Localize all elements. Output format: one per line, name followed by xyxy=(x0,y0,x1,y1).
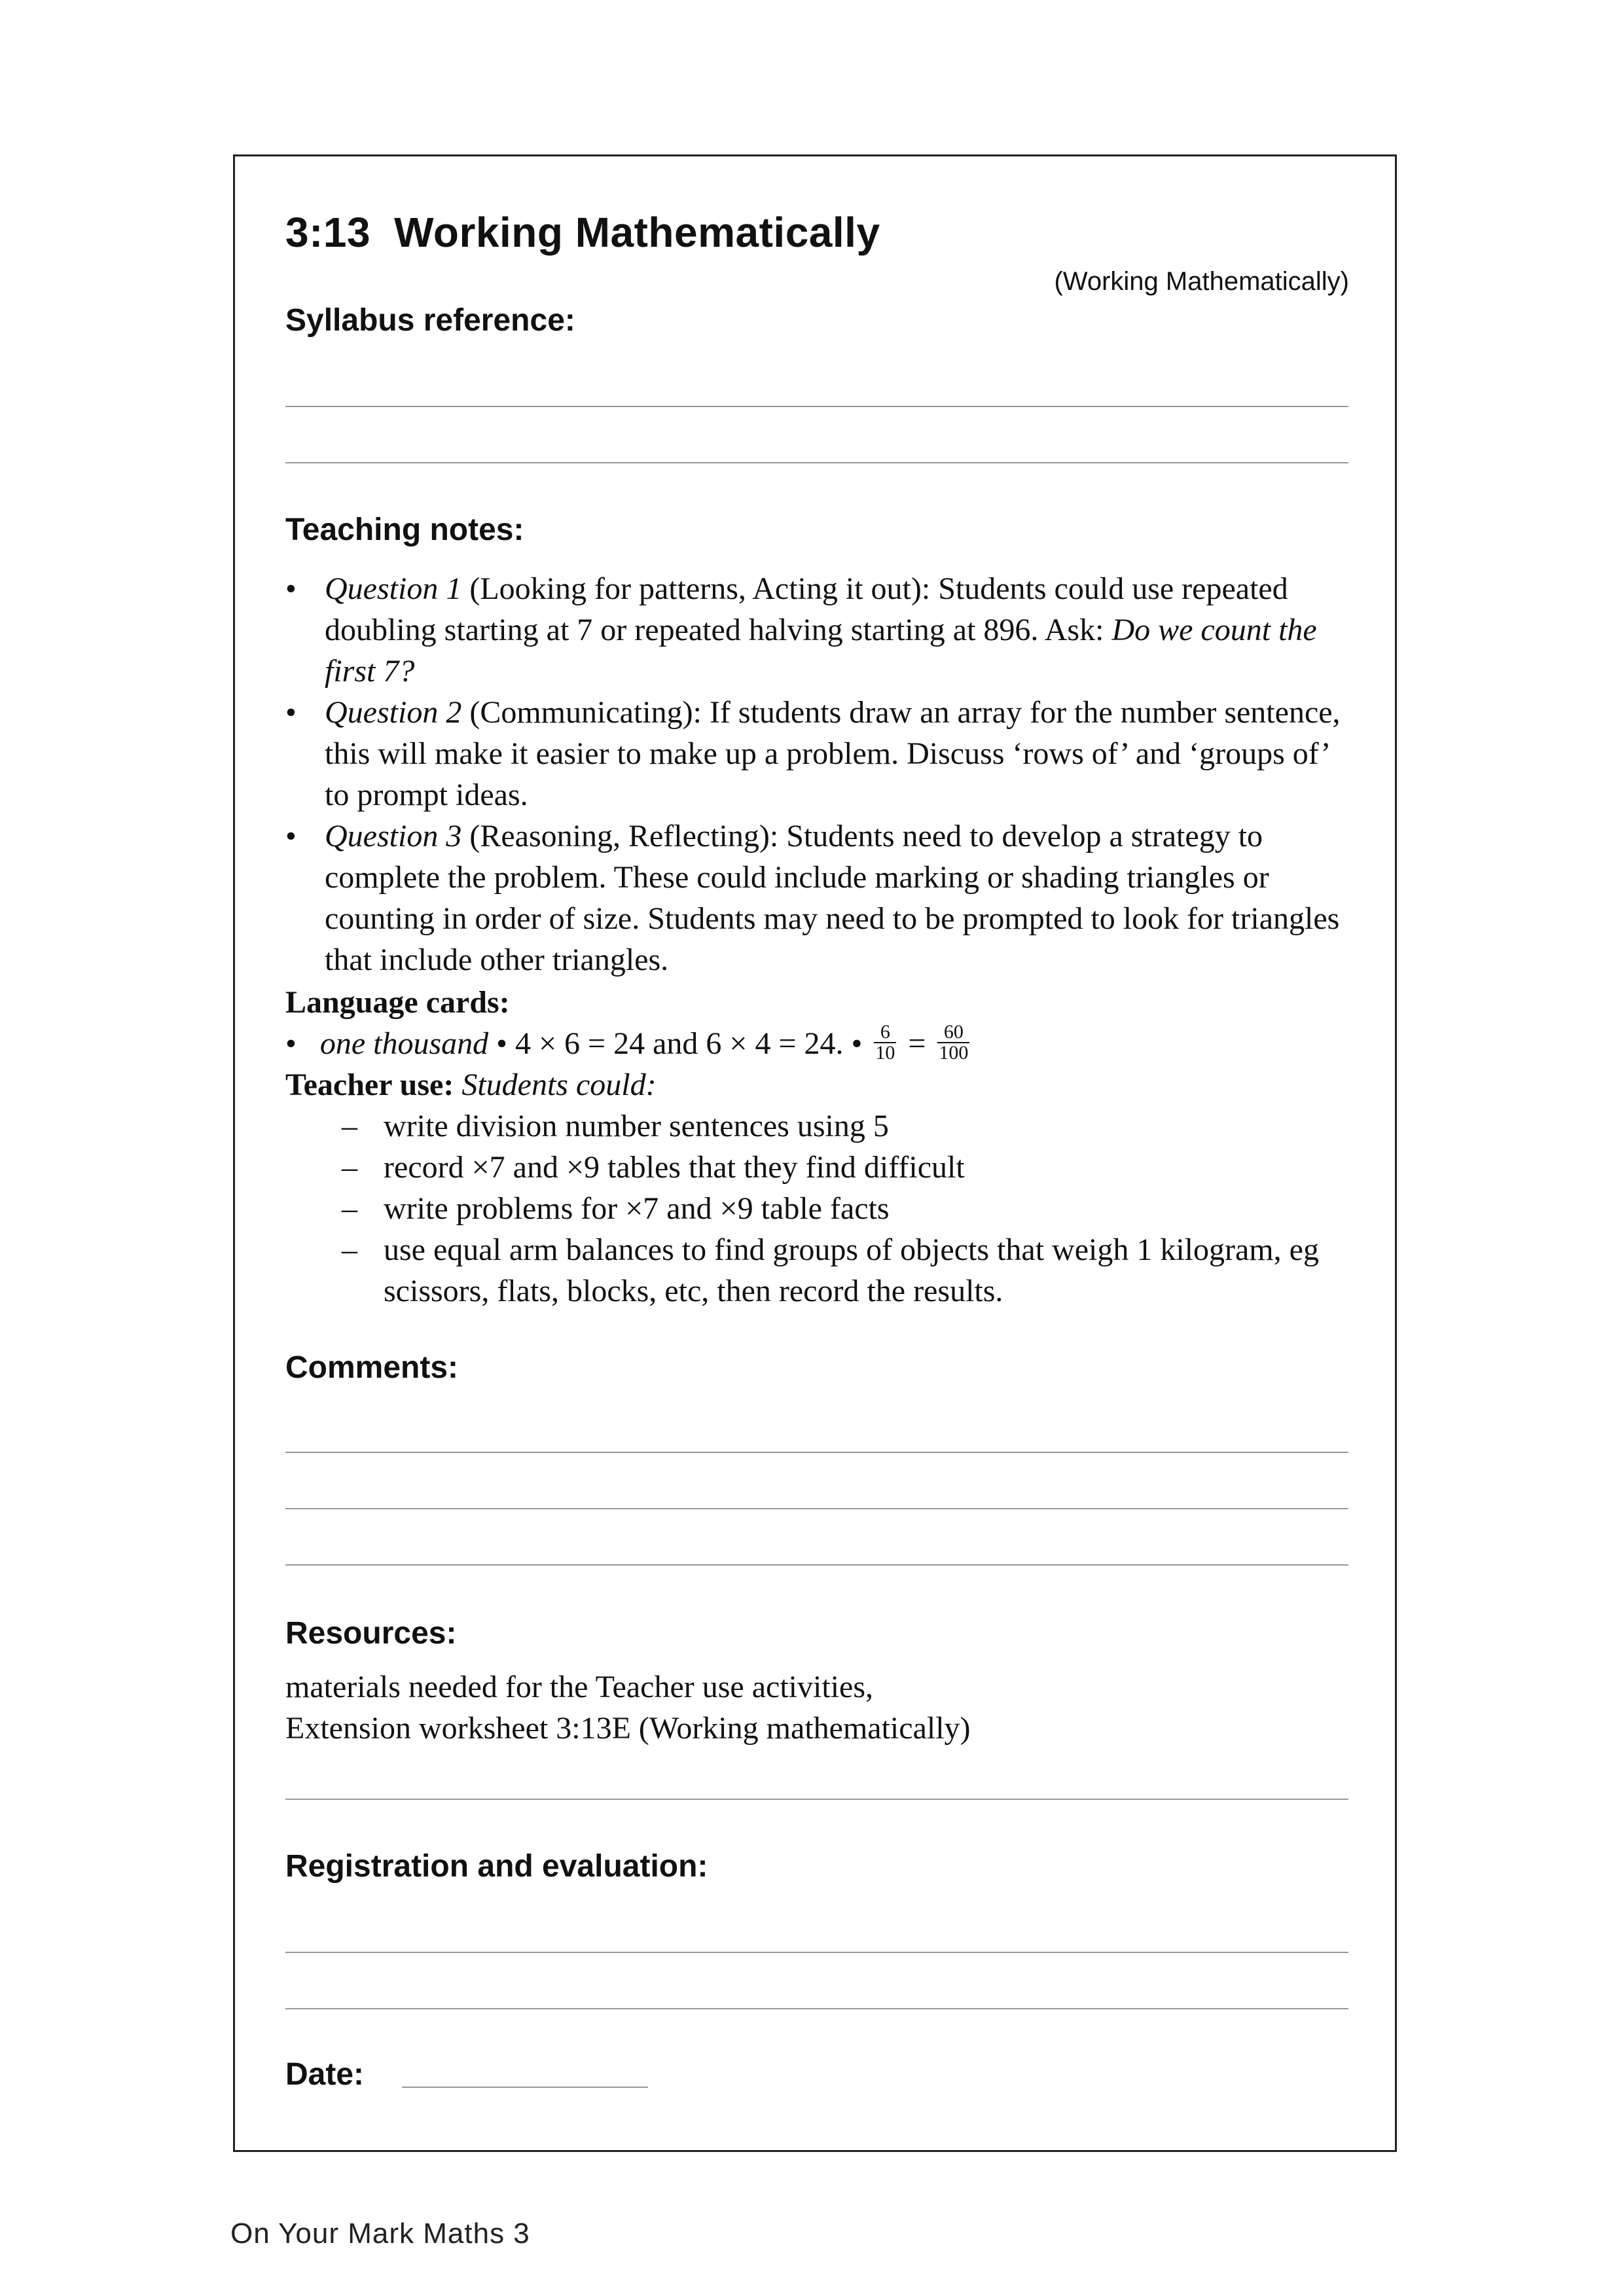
question-label: Question 2 xyxy=(325,695,462,730)
strand-label: (Working Mathematically) xyxy=(1054,267,1349,296)
resource-line: materials needed for the Teacher use activities, xyxy=(285,1670,874,1704)
comments-line-2 xyxy=(285,1508,1348,1509)
teacher-use-item: – write division number sentences using 5 xyxy=(285,1105,1359,1147)
teacher-use-item: – record ×7 and ×9 tables that they find difficult xyxy=(285,1147,1359,1188)
syllabus-line-1 xyxy=(285,406,1348,407)
teacher-use-item: – use equal arm balances to find groups of objects that weigh 1 kilogram, eg scissors, flats, blocks, etc, then record the results. xyxy=(285,1229,1359,1312)
fraction-numerator: 6 xyxy=(874,1022,896,1043)
teacher-use-list xyxy=(285,1105,1359,1312)
comments-line-3 xyxy=(285,1564,1348,1566)
fraction-numerator: 60 xyxy=(937,1022,969,1043)
registration-line-1 xyxy=(285,1952,1348,1953)
teaching-notes-list xyxy=(285,568,1359,980)
registration-heading: Registration and evaluation: xyxy=(285,1849,708,1884)
teaching-notes-heading: Teaching notes: xyxy=(285,512,524,547)
card-one-thousand: one thousand xyxy=(319,1026,489,1061)
bullet: • xyxy=(285,1026,297,1061)
question-label: Question 3 xyxy=(325,819,462,853)
equals-sign: = xyxy=(908,1026,926,1061)
comments-heading: Comments: xyxy=(285,1350,459,1385)
fraction-six-tenths xyxy=(874,1022,896,1063)
syllabus-heading: Syllabus reference: xyxy=(285,303,575,338)
resources-text xyxy=(285,1666,971,1749)
language-cards-line xyxy=(285,1020,973,1067)
page-title xyxy=(285,208,880,257)
resources-heading: Resources: xyxy=(285,1616,457,1651)
title-number: 3:13 xyxy=(285,209,371,256)
footer-text: On Your Mark Maths 3 xyxy=(230,2217,530,2250)
fraction-denominator: 100 xyxy=(939,1041,969,1064)
language-cards-heading: Language cards: xyxy=(285,985,510,1020)
resource-line: Extension worksheet 3:13E (Working mathematically) xyxy=(285,1711,971,1746)
question-label: Question 1 xyxy=(325,571,462,606)
teaching-note-2 xyxy=(285,692,1359,816)
comments-line-1 xyxy=(285,1452,1348,1453)
note-text: (Communicating): If students draw an array for the number sentence, this will make it easier to make up a problem. Discuss ‘rows of’ and ‘groups of’ to prompt ideas. xyxy=(325,695,1341,812)
resources-line xyxy=(285,1799,1348,1800)
date-label: Date: xyxy=(285,2057,365,2092)
teaching-note-1 xyxy=(285,568,1359,692)
note-question: Do we count the first 7? xyxy=(325,613,1317,689)
registration-line-2 xyxy=(285,2008,1348,2009)
note-text: (Reasoning, Reflecting): Students need to develop a strategy to complete the problem. These could include marking or shading triangles or counting in order of size. Students may need to be prompted to look for triangles that include other triangles. xyxy=(325,819,1340,977)
teacher-use-line xyxy=(285,1064,657,1105)
teacher-use-intro: Students could: xyxy=(461,1067,657,1102)
fraction-sixty-hundredths xyxy=(937,1022,969,1063)
teaching-note-3 xyxy=(285,816,1359,980)
note-text: (Looking for patterns, Acting it out): Students could use repeated doubling starting at 7 or repeated halving starting at 896. Ask: xyxy=(325,571,1288,647)
syllabus-line-2 xyxy=(285,462,1348,463)
card-multiplication: • 4 × 6 = 24 and 6 × 4 = 24. • xyxy=(496,1026,863,1061)
teacher-use-item: – write problems for ×7 and ×9 table facts xyxy=(285,1188,1359,1229)
title-text: Working Mathematically xyxy=(394,209,880,256)
date-field-line xyxy=(402,2087,648,2088)
fraction-denominator: 10 xyxy=(875,1041,895,1064)
teacher-use-label: Teacher use: xyxy=(285,1067,454,1102)
